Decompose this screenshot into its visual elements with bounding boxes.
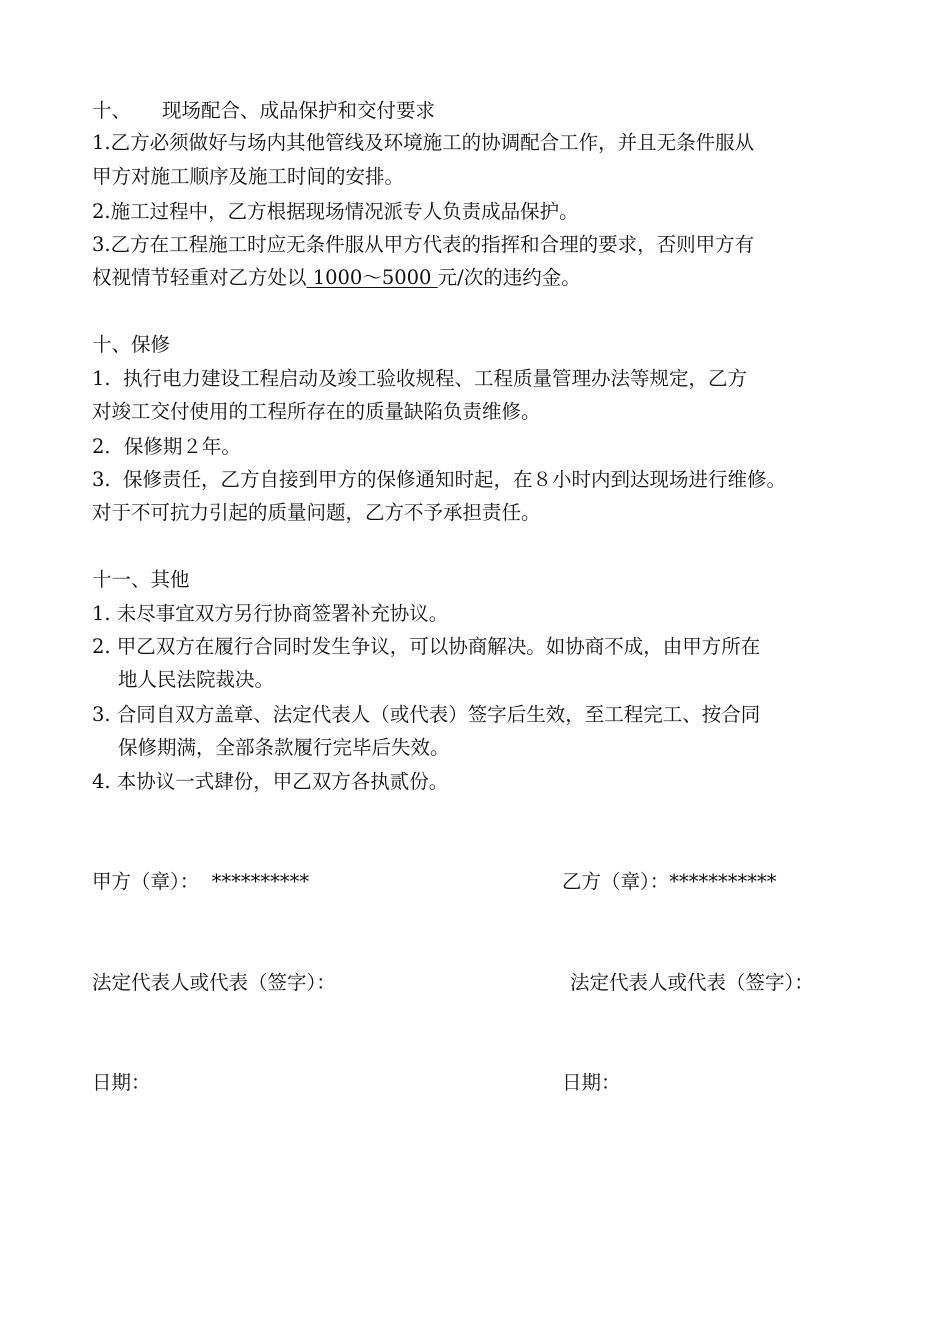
clause-text: 保修期满，全部条款履行完毕后失效。 xyxy=(118,736,450,759)
clause-text: 对于不可抗力引起的质量问题，乙方不予承担责任。 xyxy=(92,501,541,524)
section-heading-warranty: 十、保修 xyxy=(92,333,171,356)
party-a-seal-label: 甲方（章）： ********** xyxy=(92,870,310,893)
section-heading-coordination: 十、 现场配合、成品保护和交付要求 xyxy=(92,99,435,122)
clause-text: 3.乙方在工程施工时应无条件服从甲方代表的指挥和合理的要求，否则甲方有 xyxy=(92,233,755,256)
clause-text: 3. 合同自双方盖章、法定代表人（或代表）签字后生效，至工程完工、按合同 xyxy=(92,703,761,726)
clause-text: 3. 保修责任，乙方自接到甲方的保修通知时起，在８小时内到达现场进行维修。 xyxy=(92,468,787,491)
party-b-seal-label: 乙方（章）：*********** xyxy=(562,870,777,893)
party-a-representative-label: 法定代表人或代表（签字）： xyxy=(92,971,336,994)
clause-text: 1. 执行电力建设工程启动及竣工验收规程、工程质量管理办法等规定，乙方 xyxy=(92,367,748,390)
clause-text: 甲方对施工顺序及施工时间的安排。 xyxy=(92,165,405,188)
clause-text-suffix: 元/次的违约金。 xyxy=(437,266,581,289)
party-b-representative-label: 法定代表人或代表（签字）： xyxy=(570,971,814,994)
clause-text: 2. 甲乙双方在履行合同时发生争议，可以协商解决。如协商不成，由甲方所在 xyxy=(92,635,761,658)
clause-text: 地人民法院裁决。 xyxy=(118,668,275,691)
penalty-amount: 1000～5000 xyxy=(306,266,438,289)
clause-text: 2．保修期２年。 xyxy=(92,435,241,458)
party-a-date-label: 日期： xyxy=(92,1071,151,1094)
clause-text xyxy=(92,262,872,294)
clause-text: 2.施工过程中，乙方根据现场情况派专人负责成品保护。 xyxy=(92,200,579,223)
clause-text-prefix: 权视情节轻重对乙方处以 xyxy=(92,266,307,289)
party-b-date-label: 日期： xyxy=(562,1071,621,1094)
section-heading-other: 十一、其他 xyxy=(92,568,190,591)
clause-text: 4. 本协议一式肆份，甲乙双方各执贰份。 xyxy=(92,770,449,793)
clause-text: 1.乙方必须做好与场内其他管线及环境施工的协调配合工作，并且无条件服从 xyxy=(92,131,755,154)
clause-text: 1. 未尽事宜双方另行协商签署补充协议。 xyxy=(92,602,449,625)
clause-text: 对竣工交付使用的工程所存在的质量缺陷负责维修。 xyxy=(92,400,541,423)
